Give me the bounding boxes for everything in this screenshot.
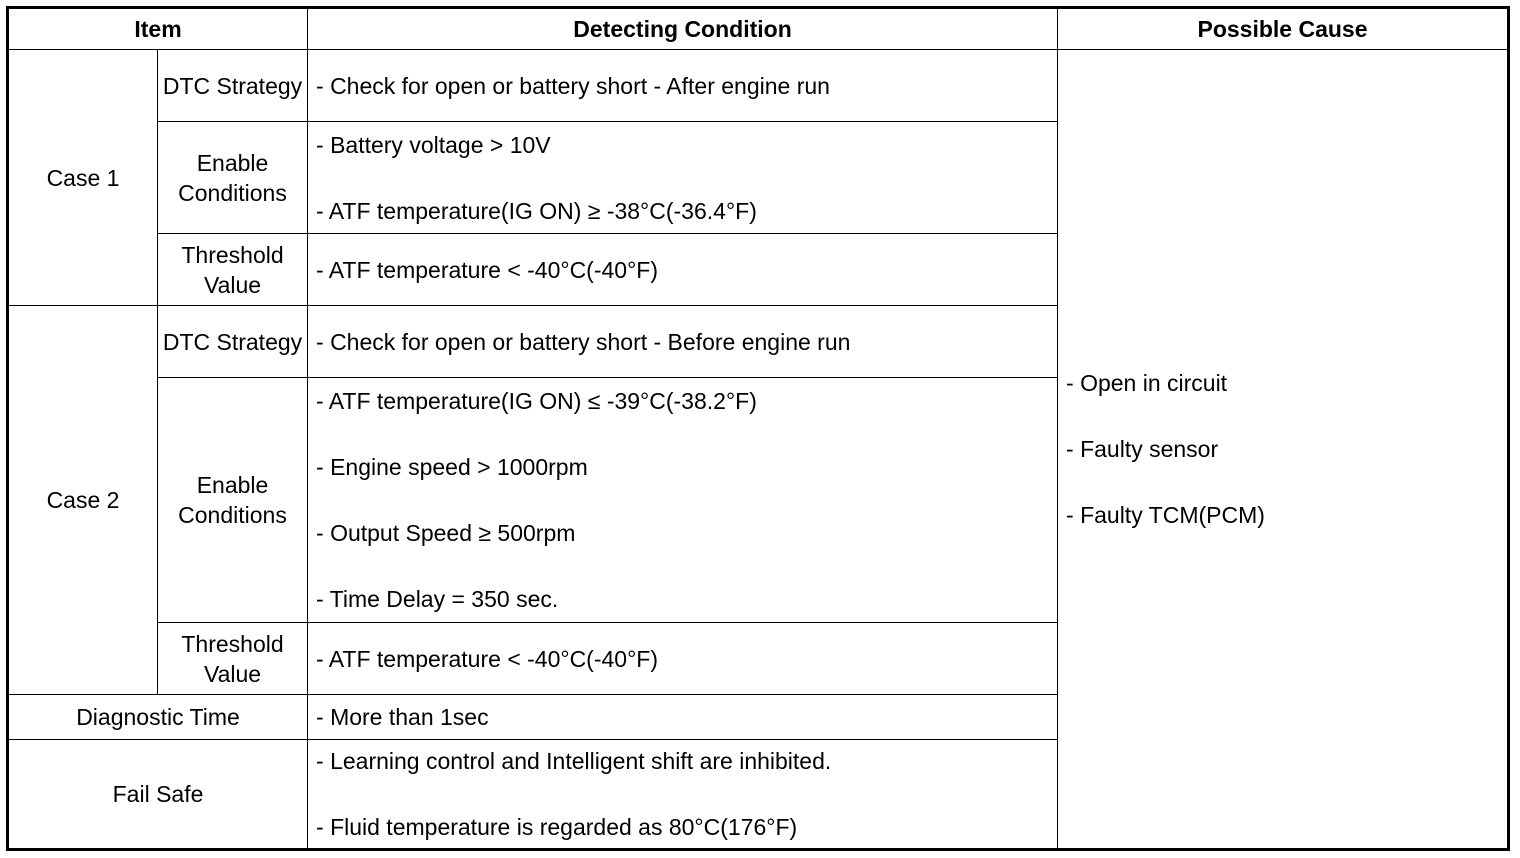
condition-line: - Time Delay = 350 sec. (316, 586, 559, 612)
header-row (8, 8, 1509, 50)
diagnostic-time-label: Diagnostic Time (8, 695, 308, 740)
case2-dtc-strategy-label: DTC Strategy (158, 306, 308, 378)
condition-line: - Learning control and Intelligent shift are inhibited. (316, 748, 832, 774)
possible-cause-cell (1058, 50, 1509, 850)
condition-line: - ATF temperature(IG ON) ≥ -38°C(-36.4°F) (316, 197, 757, 224)
dtc-table (6, 6, 1510, 851)
case1-enable-conditions-label: Enable Conditions (158, 122, 308, 234)
condition-line: - Output Speed ≥ 500rpm (316, 520, 576, 546)
case1-dtc-strategy-text: - Check for open or battery short - After engine run (308, 50, 1058, 122)
case2-threshold-text: - ATF temperature < -40°C(-40°F) (308, 623, 1058, 695)
case1-threshold-text: - ATF temperature < -40°C(-40°F) (308, 234, 1058, 306)
case1-label: Case 1 (8, 50, 158, 306)
header-possible-cause: Possible Cause (1058, 8, 1509, 50)
condition-line: - ATF temperature(IG ON) ≤ -39°C(-38.2°F) (316, 388, 757, 414)
diagnostic-time-text: - More than 1sec (308, 695, 1058, 740)
cause-item: - Faulty TCM(PCM) (1066, 502, 1265, 528)
cause-item: - Open in circuit (1066, 370, 1228, 396)
fail-safe-label: Fail Safe (8, 740, 308, 850)
case1-threshold-label: Threshold Value (158, 234, 308, 306)
case1-dtc-strategy-label: DTC Strategy (158, 50, 308, 122)
case1-enable-conditions-text (308, 122, 1058, 234)
fail-safe-text (308, 740, 1058, 850)
header-item: Item (8, 8, 308, 50)
case2-enable-conditions-text (308, 378, 1058, 623)
table-row (8, 50, 1509, 122)
condition-line: - Engine speed > 1000rpm (316, 454, 588, 480)
condition-line: - Battery voltage > 10V (316, 131, 551, 158)
header-detecting-condition: Detecting Condition (308, 8, 1058, 50)
condition-line: - Fluid temperature is regarded as 80°C(176°F) (316, 814, 798, 840)
case2-threshold-label: Threshold Value (158, 623, 308, 695)
case2-dtc-strategy-text: - Check for open or battery short - Before engine run (308, 306, 1058, 378)
cause-item: - Faulty sensor (1066, 436, 1219, 462)
case2-enable-conditions-label: Enable Conditions (158, 378, 308, 623)
case2-label: Case 2 (8, 306, 158, 695)
